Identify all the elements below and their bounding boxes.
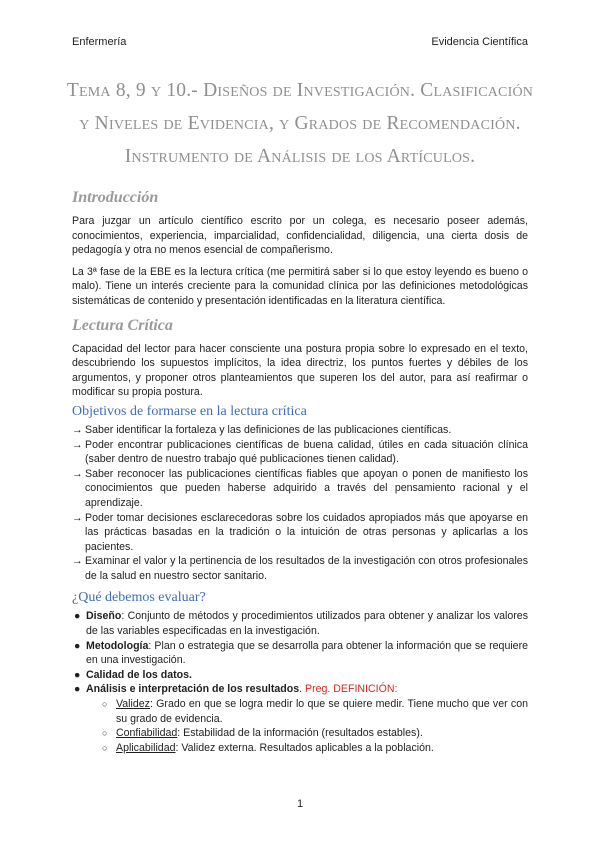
- sub-list-item: [86, 726, 528, 741]
- list-item: [72, 554, 528, 583]
- sub-list-item: [86, 697, 528, 726]
- page-number: 1: [296, 798, 304, 810]
- list-item-text: Examinar el valor y la pertinencia de los resultados de la investigación con otros profesionales de la salud en nuestro sector sanitario.: [85, 555, 528, 582]
- arrow-icon: →: [72, 511, 83, 524]
- header-right: Evidencia Científica: [431, 36, 528, 48]
- evaluar-heading: ¿Qué debemos evaluar?: [72, 590, 206, 606]
- sub-item-label: Aplicabilidad: [116, 741, 176, 754]
- list-item: [72, 511, 528, 555]
- item-label: Diseño: [86, 610, 122, 623]
- list-item-text: Saber reconocer las publicaciones científicas fiables que apoyan o ponen de manifiesto los conocimientos que pueden haberse adquirido a través del pensamiento racional y el aprendizaje.: [85, 467, 528, 509]
- bullet-icon: ●: [74, 639, 81, 652]
- intro-heading: Introducción: [72, 189, 159, 206]
- intro-paragraph-2: La 3ª fase de la EBE es la lectura crítica (me permitirá saber si lo que estoy leyendo es bueno o malo). Tiene un interés creciente para la comunidad clínica por las definiciones metodológicas sistemáticas de contenido y presentación identificadas en la literatura científica.: [72, 265, 528, 307]
- list-item: [72, 682, 528, 755]
- list-item: [72, 467, 528, 511]
- item-label: Análisis e interpretación de los resultados: [86, 683, 300, 696]
- bullet-icon: ●: [74, 668, 81, 681]
- bullet-icon: ●: [74, 683, 81, 696]
- bullet-icon: ●: [74, 610, 81, 623]
- objetivos-heading: Objetivos de formarse en la lectura crítica: [72, 403, 307, 419]
- item-text: : Plan o estrategia que se desarrolla para obtener la información que se requiere en una investigación.: [86, 639, 528, 667]
- circle-bullet-icon: ○: [102, 728, 108, 739]
- list-item: [72, 438, 528, 467]
- item-label: Metodología: [86, 639, 149, 652]
- lectura-heading: Lectura Crítica: [72, 316, 173, 334]
- list-item: [72, 668, 528, 683]
- item-label: Calidad de los datos.: [86, 668, 192, 681]
- circle-bullet-icon: ○: [102, 699, 108, 710]
- sub-list-item: [86, 741, 528, 756]
- sub-item-text: : Grado en que se logra medir lo que se quiere medir. Tiene mucho que ver con su grado de evidencia.: [116, 698, 528, 725]
- item-text: : Conjunto de métodos y procedimientos utilizados para obtener y analizar los valores de las variables especificadas en la investigación.: [86, 610, 528, 638]
- document-body: [72, 188, 528, 755]
- sub-item-text: : Estabilidad de la información (resultados estables).: [177, 727, 423, 740]
- arrow-icon: →: [72, 555, 83, 568]
- lectura-paragraph: Capacidad del lector para hacer consciente una postura propia sobre lo expresado en el texto, descubriendo los supuestos implícitos, la idea directriz, los puntos fuertes y débiles de los argumentos, y proponer otros planteamientos que superen los del autor, para así reafirmar o modificar su propia postura.: [72, 342, 528, 399]
- sub-item-label: Validez: [116, 698, 150, 711]
- sub-item-text: : Validez externa. Resultados aplicables a la población.: [175, 741, 434, 754]
- list-item-text: Saber identificar la fortaleza y las definiciones de las publicaciones científicas.: [85, 423, 452, 436]
- list-item: [72, 639, 528, 668]
- document-title: Tema 8, 9 y 10.- Diseños de Investigación. Clasificación y Niveles de Evidencia, y Grados de Recomendación. Instrumento de Análisis de los Artículos.: [66, 80, 534, 167]
- item-text: .: [299, 683, 306, 696]
- arrow-icon: →: [72, 423, 83, 436]
- evaluar-list: [72, 609, 528, 755]
- list-item: [72, 609, 528, 638]
- running-header: [72, 36, 528, 50]
- exam-note: Preg. DEFINICIÓN:: [305, 683, 398, 696]
- sub-item-label: Confiabilidad: [116, 727, 178, 740]
- header-left: Enfermería: [72, 36, 127, 48]
- list-item-text: Poder encontrar publicaciones científicas de buena calidad, útiles en cada situación clínica (saber dentro de nuestro trabajo qué publicaciones tienen calidad).: [85, 438, 528, 466]
- objetivos-list: [72, 423, 528, 584]
- arrow-icon: →: [72, 467, 83, 480]
- circle-bullet-icon: ○: [102, 742, 108, 753]
- list-item-text: Poder tomar decisiones esclarecedoras sobre los cuidados apropiados más que apoyarse en las prácticas basadas en la tradición o la intuición de otras personas y aplicarlas a los pacientes.: [85, 511, 528, 553]
- evaluar-sub-list: [86, 697, 528, 755]
- arrow-icon: →: [72, 438, 83, 451]
- intro-paragraph-1: Para juzgar un artículo científico escrito por un colega, es necesario poseer además, conocimientos, experiencia, imparcialidad, confidencialidad, diligencia, una cierta dosis de pedagogía y otra no menos esencial de compañerismo.: [72, 215, 528, 257]
- list-item: [72, 423, 528, 438]
